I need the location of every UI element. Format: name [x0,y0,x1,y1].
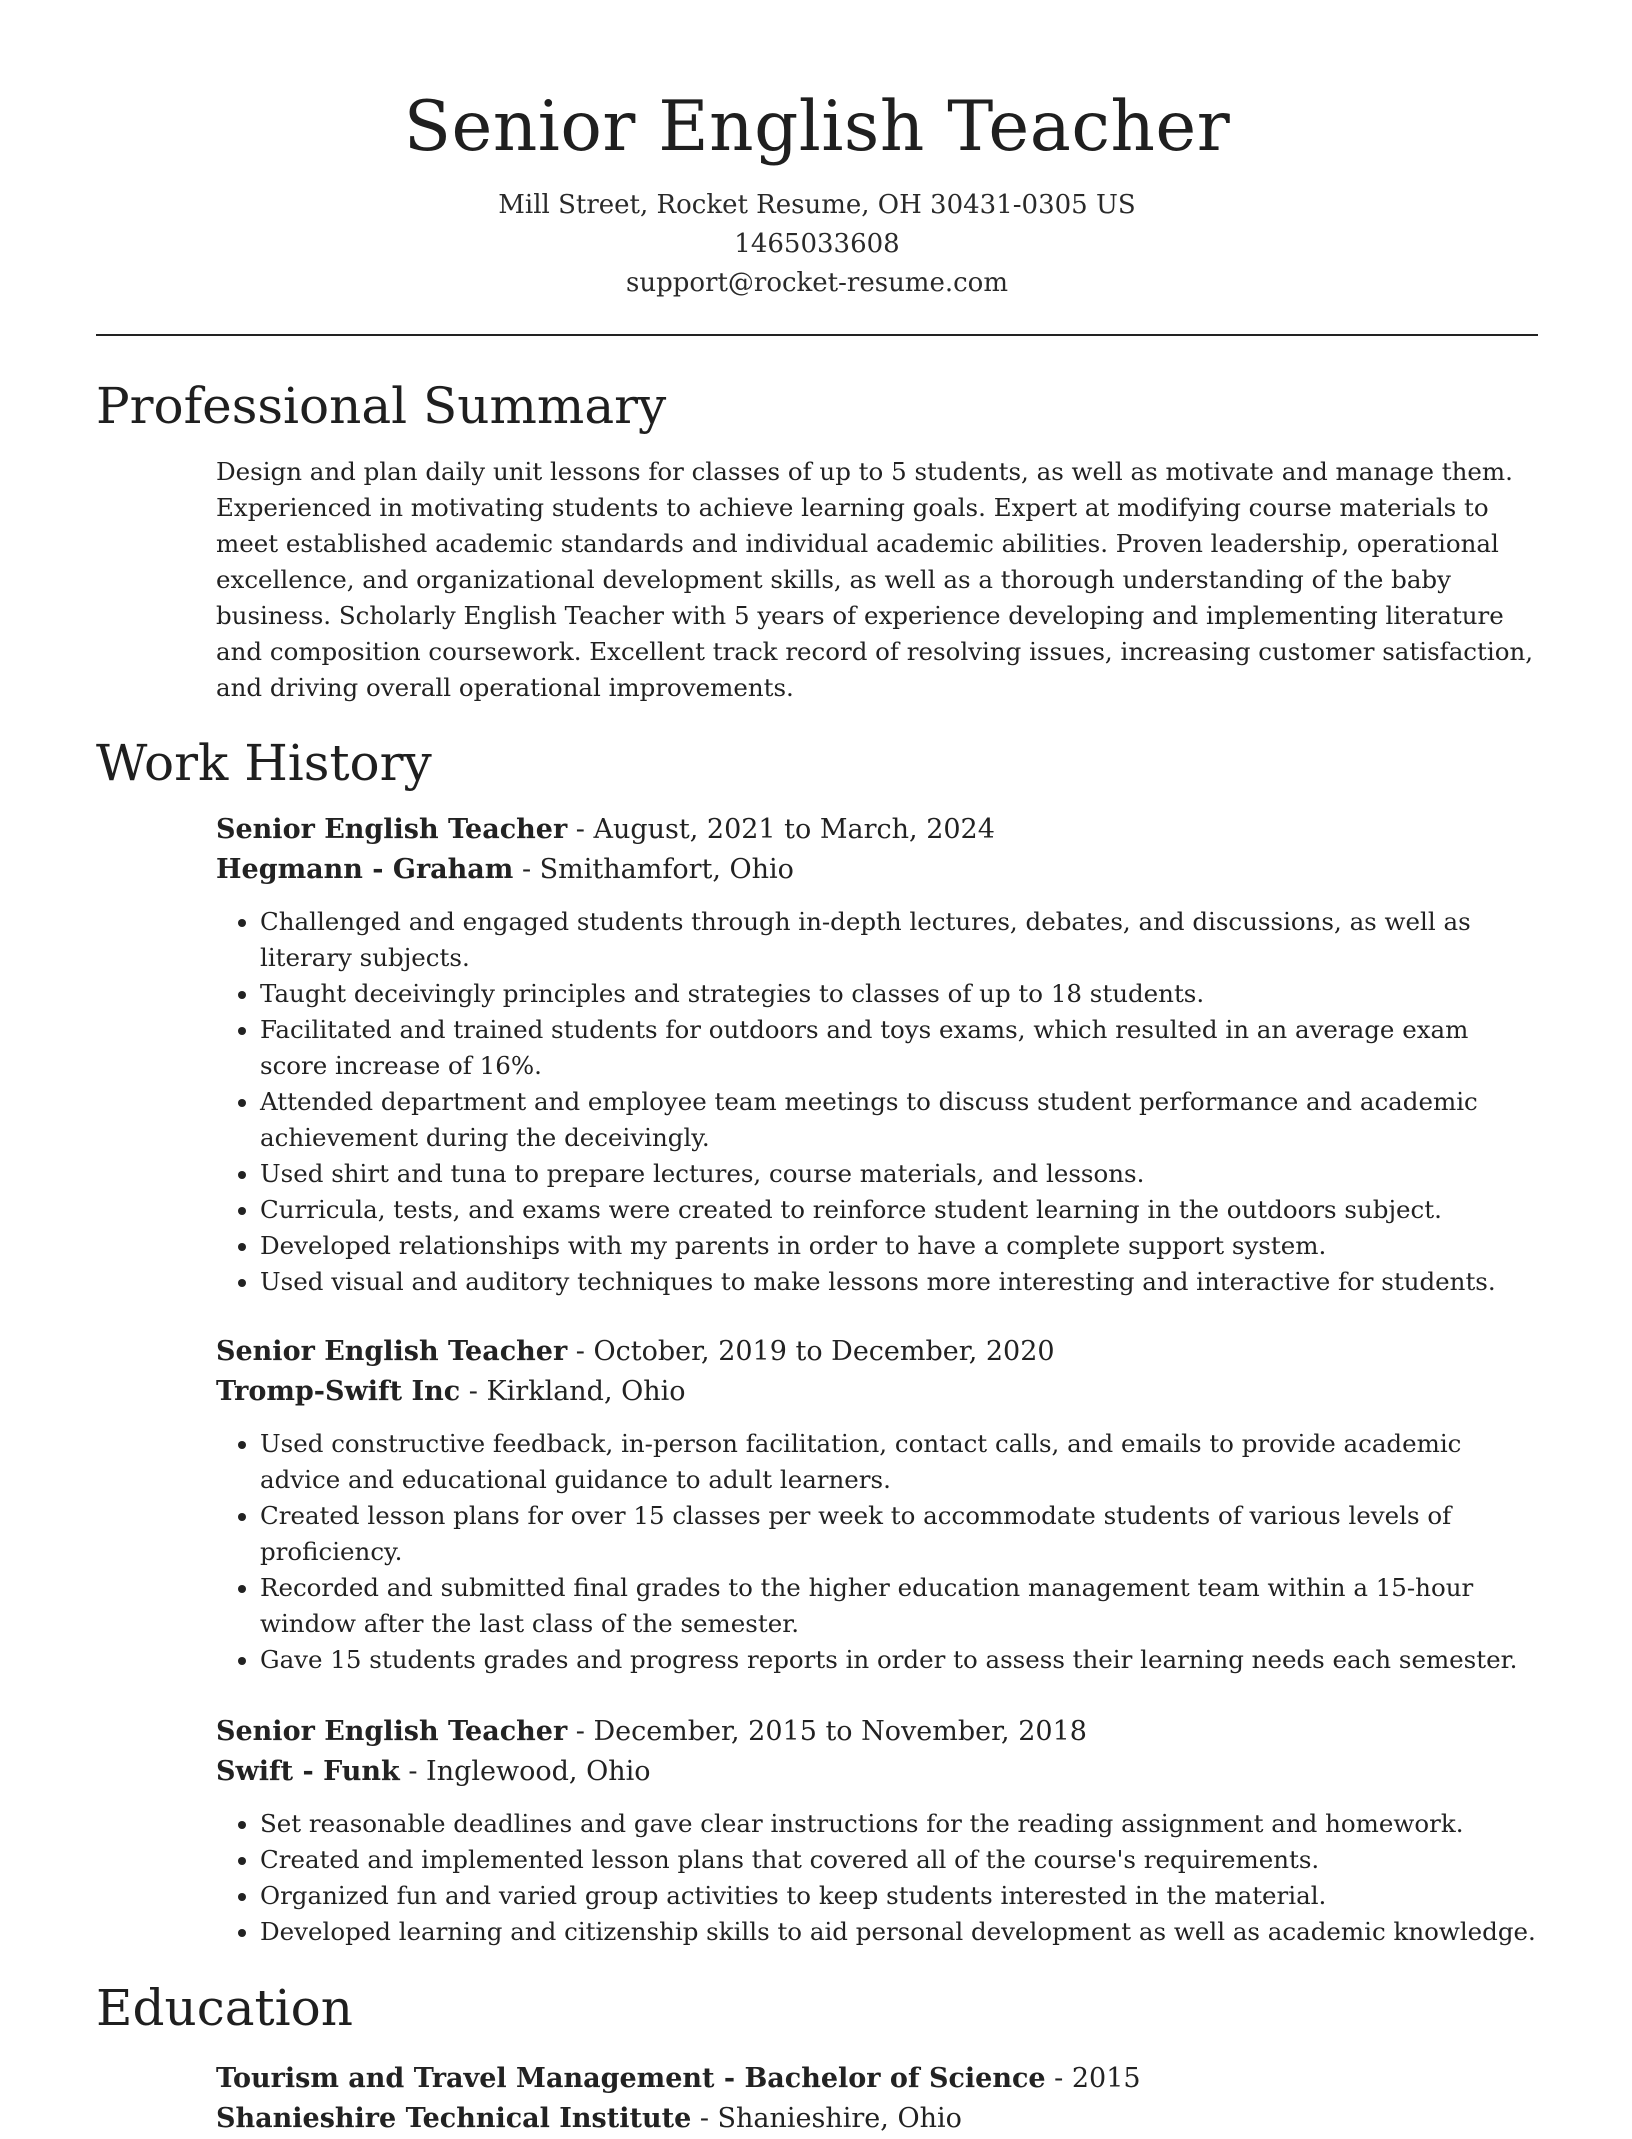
duty-item: • Recorded and submitted final grades to the higher education management team within a 15-hour window after the last class of the semester. [260,1570,1538,1642]
duty-item: • Gave 15 students grades and progress reports in order to assess their learning needs each semester. [260,1642,1538,1678]
job-location: - Kirkland, Ohio [460,1376,686,1407]
job-company: Hegmann - Graham [216,854,514,885]
education-school: Shanieshire Technical Institute [216,2103,692,2134]
summary-text: Design and plan daily unit lessons for classes of up to 5 students, as well as motivate and manage them. Experienced in motivating students to achieve learning goals. Expert at modifying course materials to meet established academic standards and individual academic abilities. Proven leadership, operational excellence, and organizational development skills, as well as a thorough understanding of the baby business. Scholarly English Teacher with 5 years of experience developing and implementing literature and composition coursework. Excellent track record of resolving issues, increasing customer satisfaction, and driving overall operational improvements. [216,457,1534,702]
education-heading: Education [96,1979,353,2037]
job-dates: - December, 2015 to November, 2018 [567,1716,1087,1747]
summary-heading: Professional Summary [96,377,667,435]
duty-item: • Challenged and engaged students through in-depth lectures, debates, and discussions, as well as literary subjects. [260,904,1538,976]
contact-address: Mill Street, Rocket Resume, OH 30431-0305 US [498,190,1136,220]
job-role: Senior English Teacher [216,1336,568,1367]
education-school-line [216,2099,1538,2139]
contact-phone: 1465033608 [734,229,900,259]
work-history-heading: Work History [96,734,432,792]
duty-item: • Facilitated and trained students for outdoors and toys exams, which resulted in an average exam score increase of 16%. [260,1012,1538,1084]
duty-item: • Developed relationships with my parents in order to have a complete support system. [260,1228,1538,1264]
education-location: - Shanieshire, Ohio [691,2103,962,2134]
job-entry [216,1332,1538,1678]
duty-item: • Used visual and auditory techniques to make lessons more interesting and interactive for students. [260,1264,1538,1300]
job-entry [216,1712,1538,1950]
duty-item: • Organized fun and varied group activities to keep students interested in the material. [260,1878,1538,1914]
duty-item: • Set reasonable deadlines and gave clear instructions for the reading assignment and homework. [260,1806,1538,1842]
job-duties-list [216,1806,1538,1950]
education-degree-line [216,2059,1538,2099]
job-role: Senior English Teacher [216,1716,568,1747]
resume-header [96,0,1538,303]
job-company: Tromp-Swift Inc [216,1376,461,1407]
job-title-line [216,810,1538,850]
duty-item: • Attended department and employee team meetings to discuss student performance and academic achievement during the deceivingly. [260,1084,1538,1156]
job-company-line [216,1372,1538,1412]
job-dates: - August, 2021 to March, 2024 [567,814,995,845]
job-entry [216,810,1538,1300]
job-company-line [216,850,1538,890]
duty-item: • Used shirt and tuna to prepare lectures, course materials, and lessons. [260,1156,1538,1192]
education-degree: Tourism and Travel Management - Bachelor of Science [216,2063,1046,2094]
contact-email: support@rocket-resume.com [625,268,1008,298]
duty-item: • Created and implemented lesson plans that covered all of the course's requirements. [260,1842,1538,1878]
job-location: - Smithamfort, Ohio [513,854,794,885]
duty-item: • Created lesson plans for over 15 classes per week to accommodate students of various levels of proficiency. [260,1498,1538,1570]
education-year: - 2015 [1045,2063,1141,2094]
resume-page [96,0,1538,2139]
job-company-line [216,1752,1538,1792]
job-dates: - October, 2019 to December, 2020 [567,1336,1055,1367]
job-title-line [216,1712,1538,1752]
job-duties-list [216,1426,1538,1678]
duty-item: • Used constructive feedback, in-person facilitation, contact calls, and emails to provide academic advice and educational guidance to adult learners. [260,1426,1538,1498]
job-company: Swift - Funk [216,1756,400,1787]
duty-item: • Developed learning and citizenship skills to aid personal development as well as academic knowledge. [260,1914,1538,1950]
job-role: Senior English Teacher [216,814,568,845]
header-divider [96,334,1538,336]
duty-item: • Curricula, tests, and exams were created to reinforce student learning in the outdoors subject. [260,1192,1538,1228]
education-entry [216,2059,1538,2139]
job-location: - Inglewood, Ohio [399,1756,651,1787]
duty-item: • Taught deceivingly principles and strategies to classes of up to 18 students. [260,976,1538,1012]
job-duties-list [216,904,1538,1300]
candidate-name: Senior English Teacher [403,87,1231,167]
job-title-line [216,1332,1538,1372]
